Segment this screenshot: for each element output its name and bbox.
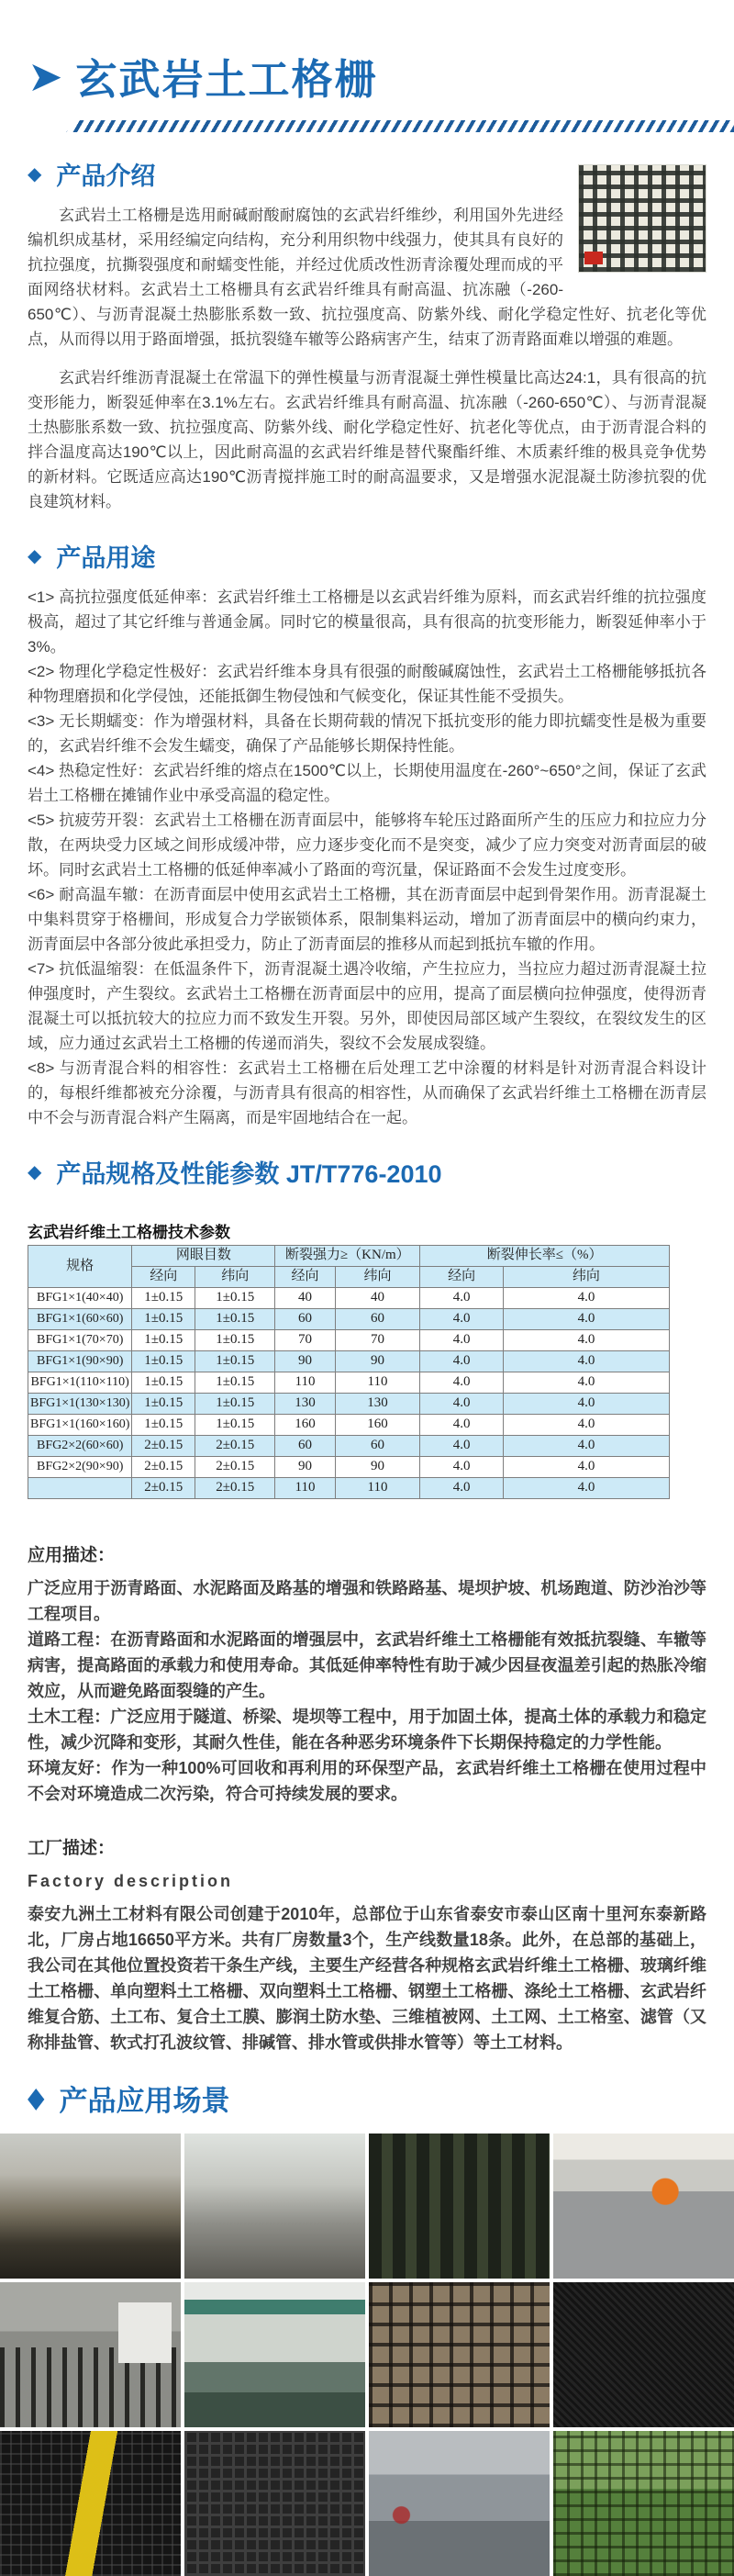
value-cell: 4.0 [503,1351,669,1372]
value-cell: 1±0.15 [132,1288,195,1309]
table-row [28,1330,670,1351]
diamond-icon: ◆ [28,545,42,566]
section-application [28,1541,706,1807]
value-cell: 130 [275,1394,335,1415]
value-cell: 60 [335,1436,420,1457]
value-cell: 60 [335,1309,420,1330]
photo-geogrid-on-gravel [369,2282,550,2427]
table-row [28,1457,670,1478]
application-paragraph: 土木工程：广泛应用于隧道、桥梁、堤坝等工程中，用于加固土体，提高土体的承载力和稳定性，减少沉降和变形，其耐久性佳，能在各种恶劣环境条件下长期保持稳定的力学性能。 [28,1708,706,1752]
table-row [28,1288,670,1309]
value-cell: 4.0 [503,1330,669,1351]
table-row [28,1478,670,1499]
value-cell: 1±0.15 [195,1394,275,1415]
col-subheader-weft: 纬向 [335,1267,420,1288]
value-cell: 4.0 [420,1372,504,1394]
value-cell: 1±0.15 [132,1309,195,1330]
table-row [28,1309,670,1330]
value-cell: 1±0.15 [195,1309,275,1330]
diamond-icon: ◆ [28,163,42,185]
value-cell: 4.0 [503,1457,669,1478]
value-cell: 4.0 [503,1394,669,1415]
page-title: 玄武岩土工格栅 [75,56,378,103]
spec-cell: BFG1×1(110×110) [28,1372,132,1394]
value-cell: 40 [335,1288,420,1309]
value-cell: 4.0 [420,1436,504,1457]
specs-section-head [28,1154,706,1190]
value-cell: 90 [275,1351,335,1372]
application-body [28,1575,706,1807]
application-paragraph: 环境友好：作为一种100%可回收和再利用的环保型产品，玄武岩纤维土工格栅在使用过程中不会对环境造成二次污染，符合可持续发展的要求。 [28,1759,706,1803]
usage-item: <7> 抗低温缩裂：在低温条件下，沥青混凝土遇冷收缩，产生拉应力，当拉应力超过沥青混凝土拉伸强度时，产生裂纹。玄武岩土工格栅在沥青面层中的应用，提高了面层横向拉伸强度，使得沥青混凝土可以抵抗较大的拉应力而不致发生开裂。另外，即使因局部区域产生裂纹，在裂纹发生的区域，应力通过玄武岩土工格栅的传递而消失，裂纹不会发展成裂缝。 [28,960,706,1052]
factory-subheading: Factory description [28,1872,234,1890]
value-cell: 1±0.15 [195,1288,275,1309]
application-paragraph: 道路工程：在沥青路面和水泥路面的增强层中，玄武岩纤维土工格栅能有效抵抗裂缝、车辙等病害，提高路面的承载力和使用寿命。其低延伸率特性有助于减少因昼夜温差引起的热胀冷缩效应，从而避免路面裂缝的产生。 [28,1630,706,1700]
photo-steel-structure-equipment [369,2431,550,2576]
intro-heading: 产品介绍 [56,162,156,190]
value-cell: 110 [275,1478,335,1499]
value-cell: 4.0 [503,1372,669,1394]
value-cell: 1±0.15 [195,1415,275,1436]
col-header-spec: 规格 [28,1246,132,1288]
diamond-icon: ◆ [28,2081,45,2114]
usage-item: <6> 耐高温车辙：在沥青面层中使用玄武岩土工格栅，其在沥青面层中起到骨架作用。沥青混凝土中集料贯穿于格栅间，形成复合力学嵌锁体系，限制集料运动，增加了沥青面层中的横向约束力，沥青面层中各部分彼此承担受力，防止了沥青面层的推移从而起到抵抗车辙的作用。 [28,886,706,953]
section-product-intro [28,156,706,514]
spec-cell: BFG1×1(90×90) [28,1351,132,1372]
col-header-elongation: 断裂伸长率≤（%） [420,1246,670,1267]
title-arrow-icon: ➤ [28,51,63,100]
section-scenes [28,2078,706,2576]
value-cell: 60 [275,1309,335,1330]
value-cell: 2±0.15 [195,1436,275,1457]
value-cell: 90 [335,1457,420,1478]
section-specs [28,1154,706,1499]
spec-cell: BFG1×1(70×70) [28,1330,132,1351]
spec-cell: BFG1×1(60×60) [28,1309,132,1330]
usage-section-head [28,538,706,574]
col-header-strength: 断裂强力≥（KN/m） [275,1246,420,1267]
photo-stacked-geogrid-rolls [369,2134,550,2279]
content [0,156,734,2576]
value-cell: 4.0 [420,1415,504,1436]
spec-cell [28,1478,132,1499]
value-cell: 4.0 [503,1288,669,1309]
scenes-heading: 产品应用场景 [59,2085,230,2117]
photo-grid [0,2134,734,2576]
value-cell: 110 [335,1372,420,1394]
product-grid-photo [578,164,706,273]
value-cell: 1±0.15 [132,1330,195,1351]
value-cell: 1±0.15 [132,1415,195,1436]
value-cell: 4.0 [420,1394,504,1415]
photo-measuring-rod-on-geogrid [0,2431,181,2576]
factory-heading: 工厂描述： [28,1839,116,1858]
col-subheader-weft: 纬向 [195,1267,275,1288]
value-cell: 2±0.15 [132,1457,195,1478]
value-cell: 40 [275,1288,335,1309]
value-cell: 2±0.15 [195,1478,275,1499]
value-cell: 2±0.15 [132,1478,195,1499]
col-subheader-warp: 经向 [420,1267,504,1288]
value-cell: 110 [275,1372,335,1394]
value-cell: 4.0 [503,1478,669,1499]
photo-geogrid-on-road-with-paver [0,2282,181,2427]
value-cell: 1±0.15 [195,1372,275,1394]
value-cell: 4.0 [503,1415,669,1436]
value-cell: 90 [275,1457,335,1478]
photo-geogrid-on-grass [553,2431,734,2576]
photo-black-geogrid-closeup [184,2431,365,2576]
value-cell: 90 [335,1351,420,1372]
decorative-hatch-band [66,120,734,132]
usage-item: <1> 高抗拉强度低延伸率：玄武岩纤维土工格栅是以玄武岩纤维为原料，而玄武岩纤维的抗拉强度极高，超过了其它纤维与普通金属。同时它的模量很高，具有很高的抗变形能力，断裂延伸率小于3%。 [28,588,706,655]
usage-item: <5> 抗疲劳开裂：玄武岩土工格栅在沥青面层中，能够将车轮压过路面所产生的压应力和拉应力分散，在两块受力区域之间形成缓冲带，应力逐步变化而不是突变，减少了应力突变对沥青面层的破坏。同时玄武岩土工格栅的低延伸率减小了路面的弯沉量，保证路面不会发生过度变形。 [28,812,706,879]
col-subheader-warp: 经向 [275,1267,335,1288]
application-paragraph: 广泛应用于沥青路面、水泥路面及路基的增强和铁路路基、堤坝护坡、机场跑道、防沙治沙等工程项目。 [28,1579,706,1623]
col-subheader-weft: 纬向 [503,1267,669,1288]
spec-table [28,1245,670,1499]
spec-cell: BFG2×2(60×60) [28,1436,132,1457]
photo-worker-pouring-concrete [553,2134,734,2279]
section-product-usage [28,538,706,1130]
usage-item: <2> 物理化学稳定性极好：玄武岩纤维本身具有很强的耐酸碱腐蚀性，玄武岩土工格栅能够抵抗各种物理磨损和化学侵蚀，还能抵御生物侵蚀和气候变化，保证其性能不受损失。 [28,663,706,705]
section-factory [28,1834,706,2055]
value-cell: 130 [335,1394,420,1415]
value-cell: 160 [275,1415,335,1436]
value-cell: 1±0.15 [132,1394,195,1415]
spec-cell: BFG1×1(160×160) [28,1415,132,1436]
usage-item: <3> 无长期蠕变：作为增强材料，具备在长期荷载的情况下抵抗变形的能力即抗蠕变性是极为重要的，玄武岩纤维不会发生蠕变，确保了产品能够长期保持性能。 [28,712,706,755]
table-row [28,1415,670,1436]
value-cell: 4.0 [503,1309,669,1330]
value-cell: 4.0 [420,1457,504,1478]
photo-road-construction-workers [184,2134,365,2279]
photo-warehouse-interior [184,2282,365,2427]
usage-item: <4> 热稳定性好：玄武岩纤维的熔点在1500℃以上，长期使用温度在-260°~650°之间，保证了玄武岩土工格栅在摊铺作业中承受高温的稳定性。 [28,762,706,804]
factory-paragraph: 泰安九洲土工材料有限公司创建于2010年，总部位于山东省泰安市泰山区南十里河东泰新路北，厂房占地16650平方米。共有厂房数量3个，生产线数量18条。此外，在总部的基础上，我公司在其他位置投资若干条生产线，主要生产经营各种规格玄武岩纤维土工格栅、玻璃纤维土工格栅、单向塑料土工格栅、双向塑料土工格栅、钢塑土工格栅、涤纶土工格栅、玄武岩纤维复合筋、土工布、复合土工膜、膨润土防水垫、三维植被网、土工网、土工格室、滤管（又称排盐管、软式打孔波纹管、排碱管、排水管或供排水管等）等土工材料。 [28,1905,706,2052]
value-cell: 4.0 [420,1478,504,1499]
value-cell: 2±0.15 [195,1457,275,1478]
table-row [28,1351,670,1372]
table-row [28,1372,670,1394]
value-cell: 1±0.15 [195,1351,275,1372]
specs-heading: 产品规格及性能参数 JT/T776-2010 [56,1160,442,1188]
spec-table-block [28,1219,706,1499]
value-cell: 2±0.15 [132,1436,195,1457]
table-row [28,1394,670,1415]
value-cell: 1±0.15 [132,1372,195,1394]
col-subheader-warp: 经向 [132,1267,195,1288]
scenes-section-head [28,2078,706,2119]
usage-heading: 产品用途 [56,544,156,572]
value-cell: 160 [335,1415,420,1436]
spec-cell: BFG1×1(40×40) [28,1288,132,1309]
photo-red-tag [584,252,603,264]
value-cell: 4.0 [420,1351,504,1372]
diamond-icon: ◆ [28,1161,42,1182]
application-heading: 应用描述： [28,1546,116,1565]
spec-table-title: 玄武岩纤维土工格栅技术参数 [28,1224,230,1241]
value-cell: 60 [275,1436,335,1457]
spec-cell: BFG2×2(90×90) [28,1457,132,1478]
value-cell: 1±0.15 [132,1351,195,1372]
spec-cell: BFG1×1(130×130) [28,1394,132,1415]
photo-roadbed-geogrid-installation [0,2134,181,2279]
value-cell: 4.0 [420,1288,504,1309]
photo-asphalt-surface-closeup [553,2282,734,2427]
value-cell: 4.0 [503,1436,669,1457]
usage-list [28,585,706,1130]
table-row [28,1436,670,1457]
value-cell: 4.0 [420,1330,504,1351]
value-cell: 110 [335,1478,420,1499]
value-cell: 1±0.15 [195,1330,275,1351]
value-cell: 70 [275,1330,335,1351]
usage-item: <8> 与沥青混合料的相容性：玄武岩土工格栅在后处理工艺中涂覆的材料是针对沥青混合料设计的，每根纤维都被充分涂覆，与沥青具有很高的相容性，从而确保了玄武岩纤维土工格栅在沥青层中不会与沥青混合料产生隔离，而是牢固地结合在一起。 [28,1059,706,1126]
col-header-mesh: 网眼目数 [132,1246,275,1267]
intro-paragraph: 玄武岩土工格栅是选用耐碱耐酸耐腐蚀的玄武岩纤维纱，利用国外先进经编机织成基材，采用经编定向结构，充分利用织物中线强力，使其具有良好的抗拉强度，抗撕裂强度和耐蠕变性能，并经过优质改性沥青涂覆处理而成的平面网络状材料。玄武岩土工格栅具有玄武岩纤维具有耐高温、抗冻融（-260-650℃）、与沥青混凝土热膨胀系数一致、抗拉强度高、防紫外线、耐化学稳定性好、抗老化等优点，从而得以用于路面增强，抵抗裂缝车辙等公路病害产生，结束了沥青路面难以增强的难题。 [28,207,706,348]
page-header [0,0,734,106]
intro-paragraph: 玄武岩纤维沥青混凝土在常温下的弹性模量与沥青混凝土弹性模量比高达24:1，具有很高的抗变形能力，断裂延伸率在3.1%左右。玄武岩纤维具有耐高温、抗冻融（-260-650℃）、与沥青混凝土热膨胀系数一致、抗拉强度高、防紫外线、耐化学稳定性好、抗老化等优点，由于沥青混合料的拌合温度高达190℃以上，因此耐高温的玄武岩纤维是替代聚酯纤维、木质素纤维的极具竞争优势的新材料。它既适应高达190℃沥青搅拌施工时的耐高温要求，又是增强水泥混凝土防渗抗裂的优良建筑材料。 [28,369,706,510]
spec-table-head [28,1246,670,1288]
value-cell: 70 [335,1330,420,1351]
spec-table-body [28,1288,670,1499]
value-cell: 4.0 [420,1309,504,1330]
